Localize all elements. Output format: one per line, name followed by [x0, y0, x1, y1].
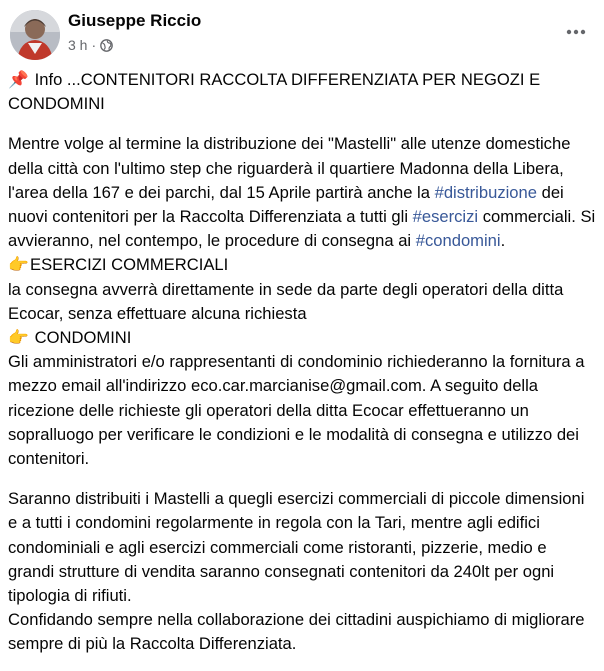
more-options-icon[interactable] [562, 20, 590, 44]
hashtag-esercizi[interactable]: #esercizi [412, 207, 479, 227]
avatar[interactable] [10, 10, 60, 60]
meta-separator: · [91, 37, 97, 53]
pointing-hand-icon: 👉 [8, 255, 29, 275]
section-condomini-text: Gli amministratori e/o rappresentanti di condominio richiederanno la fornitura a mezzo email all'indirizzo eco.car.marcianise@gmail.com. A seguito della ricezione delle richieste gli operatori della ditta Ecocar effettueranno un sopralluogo per verificare le condizioni e le modalità di consegna e utilizzo dei contenitori. [8, 352, 585, 469]
section-condomini-title-text: CONDOMINI [30, 328, 132, 348]
intro-text-d: . [500, 231, 506, 251]
section-esercizi-title-text: ESERCIZI COMMERCIALI [30, 255, 229, 275]
intro-text-a: Mentre volge al termine la distribuzione dei "Mastelli" alle utenze domestiche della città con l'ultimo step che riguarderà il quartiere Madonna della Libera, l'area della 167 e dei parchi, dal 15 Aprile partirà anche la [8, 134, 571, 202]
intro-text-c: commerciali. Si avvieranno, nel contempo, le procedure di consegna ai [8, 207, 596, 251]
paragraph-intro [8, 132, 596, 253]
pointing-hand-icon: 👉 [8, 328, 29, 348]
section-condomini-title [8, 326, 596, 350]
author-name[interactable]: Giuseppe Riccio [68, 11, 202, 30]
globe-icon[interactable] [100, 39, 113, 52]
divider [8, 116, 596, 132]
section-esercizi-text: la consegna avverrà direttamente in sede da parte degli operatori della ditta Ecocar, senza effettuare alcuna richiesta [8, 279, 564, 323]
post-meta [68, 37, 113, 53]
intro-text-b: dei nuovi contenitori per la Raccolta Differenziata a tutti gli [8, 182, 564, 227]
post-body [8, 68, 596, 657]
hashtag-condomini[interactable]: #condomini [415, 231, 501, 251]
post-title-text: Info ...CONTENITORI RACCOLTA DIFFERENZIATA PER NEGOZI E CONDOMINI [8, 70, 541, 114]
post-header [8, 8, 596, 64]
hashtag-distribuzione[interactable]: #distribuzione [434, 182, 537, 202]
paragraph-closing: Confidando sempre nella collaborazione dei cittadini auspichiamo di migliorare sempre di più la Raccolta Differenziata. [8, 610, 585, 654]
post-title [8, 68, 596, 116]
pushpin-icon: 📌 [8, 70, 29, 89]
post-time[interactable]: 3 h [68, 37, 88, 53]
avatar-image [10, 10, 60, 60]
section-esercizi-title [8, 253, 596, 277]
paragraph-distribution: Saranno distribuiti i Mastelli a quegli esercizi commerciali di piccole dimensioni e a tutti i condomini regolarmente in regola con la Tari, mentre agli edifici condominiali e agli esercizi commerciali come ristoranti, pizzerie, medio e grandi strutture di vendita saranno consegnati contenitori da 240lt per ogni tipologia di rifiuti. [8, 489, 585, 606]
divider [8, 471, 596, 487]
